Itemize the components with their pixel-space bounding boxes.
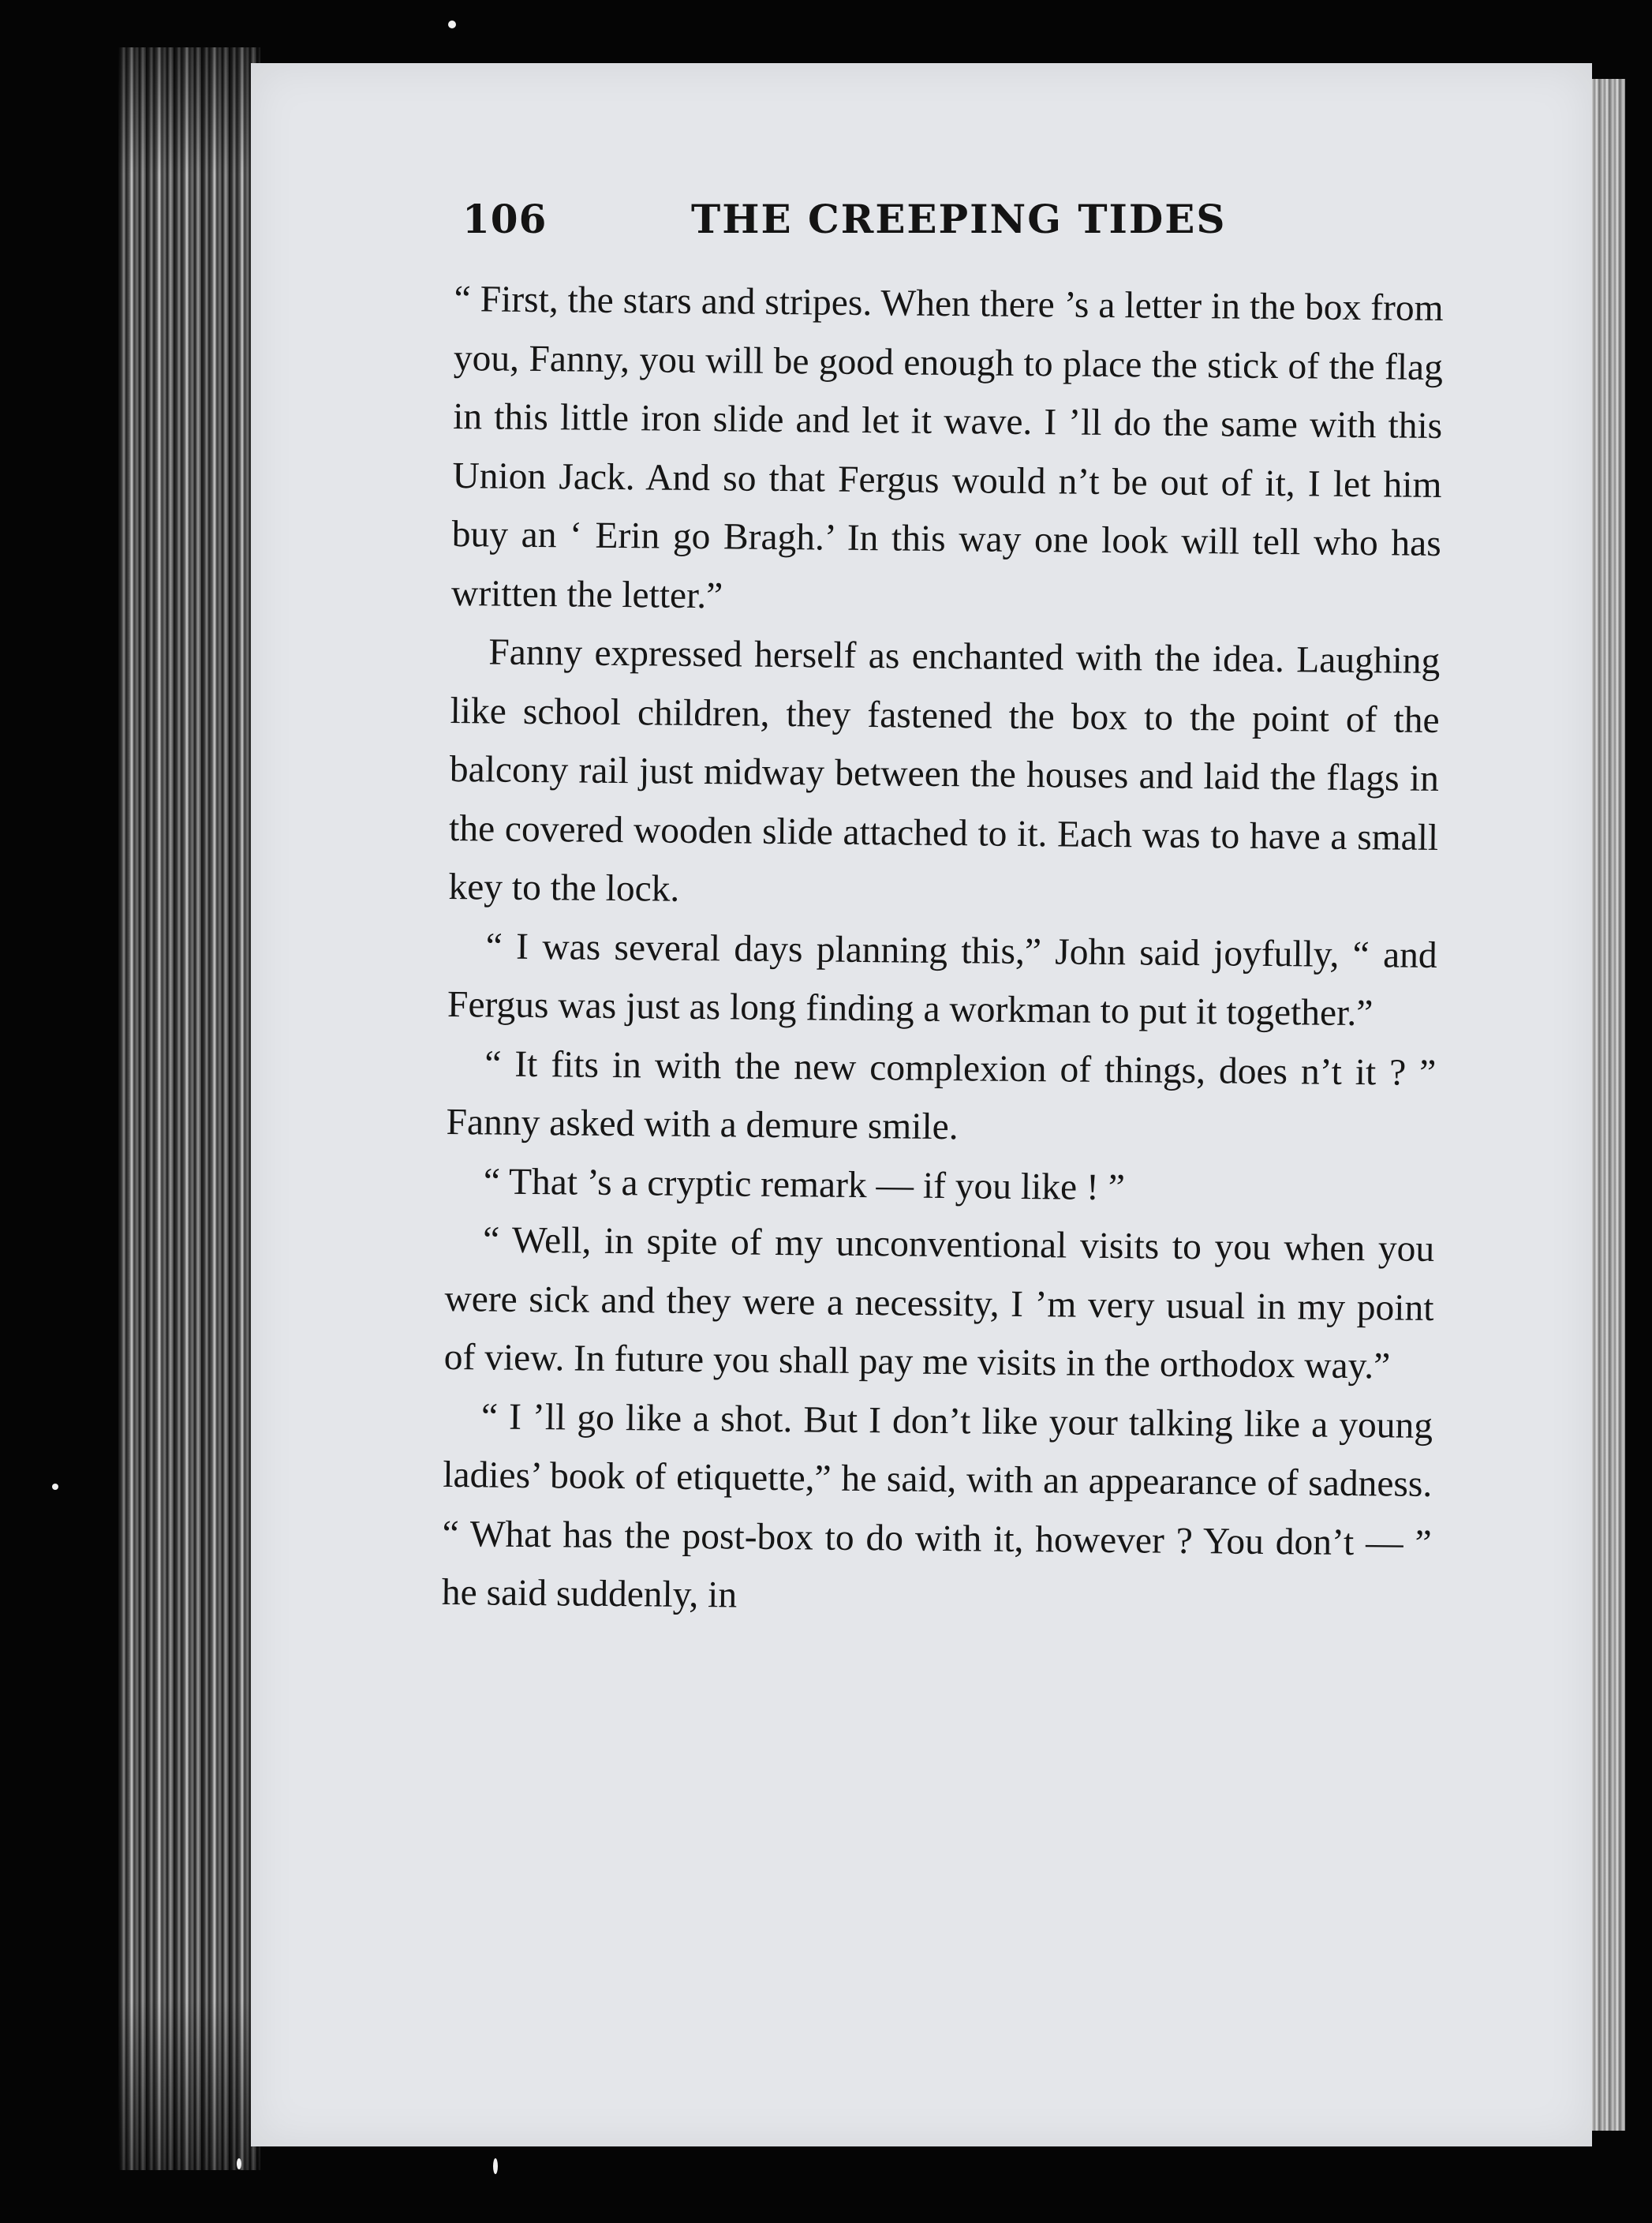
paragraph: Fanny expressed herself as enchanted with the idea. Laughing like school children, they fastened the box to the point of the balcony rail just midway between the houses and laid the flags in the covered wooden slide attached to it. Each was to have a small key to the lock. [448, 631, 1441, 910]
paragraph: “ I ’ll go like a shot. But I don’t like your talking like a young ladies’ book of etiquette,” he said, with an appearance of sadness. “ What has the post-box to do with it, however ? You don’t — ” he said suddenly, in [441, 1395, 1433, 1616]
running-title: THE CREEPING TIDES [691, 196, 1227, 242]
scan-speck [448, 21, 456, 28]
scan-speck [493, 2158, 498, 2174]
scan-speck [237, 2158, 241, 2169]
paragraph: “ First, the stars and stripes. When there ’s a letter in the box from you, Fanny, you will be good enough to place the stick of the flag in this little iron slide and let it wave. I ’ll do the same with this Union Jack. And so that Fergus would n’t be out of it, I let him buy an ‘ Erin go Bragh.’ In this way one look will tell who has written the letter.” [450, 278, 1444, 616]
page-header [462, 196, 1227, 251]
paragraph: “ It fits in with the new complexion of things, does n’t it ? ” Fanny asked with a demure smile. [446, 1042, 1437, 1148]
scan-speck [52, 1484, 58, 1490]
paragraph: “ Well, in spite of my unconventional visits to you when you were sick and they were a necessity, I ’m very usual in my point of view. In future you shall pay me visits in the orthodox way.” [443, 1219, 1435, 1387]
body-text [442, 270, 1444, 1631]
book-page-edges [118, 47, 260, 2170]
paragraph: “ I was several days planning this,” John said joyfully, “ and Fergus was just as long finding a workman to put it together.” [447, 925, 1437, 1035]
paragraph: “ That ’s a cryptic remark — if you like ! ” [483, 1160, 1126, 1208]
page-number: 106 [462, 196, 548, 242]
